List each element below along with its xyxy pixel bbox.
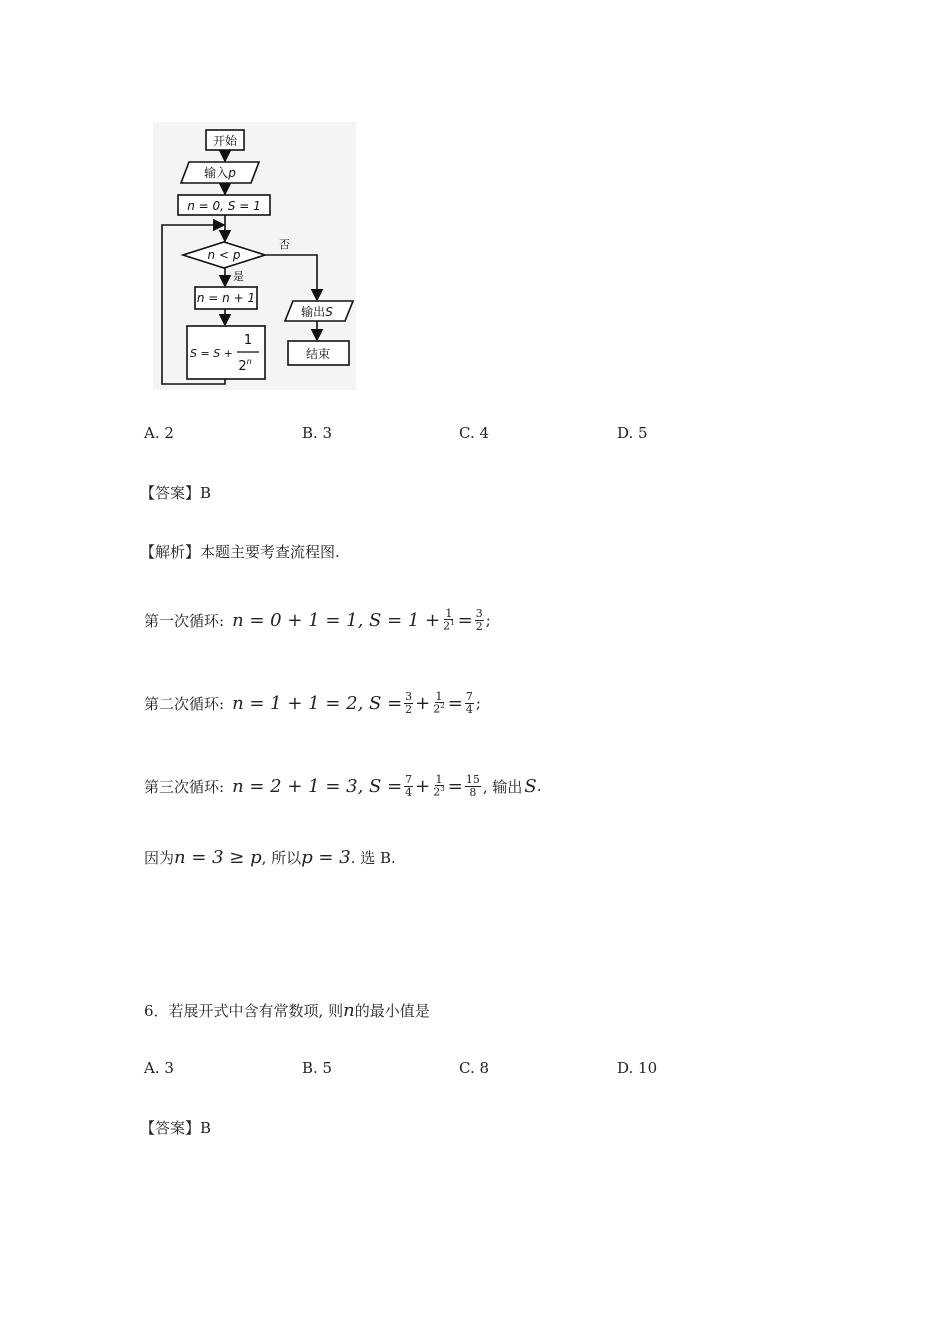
q6-answer [140, 1117, 211, 1138]
loop-expression: n = 0 + 1 = 1, S = 1 + [232, 609, 441, 631]
no-label: 否 [279, 238, 290, 251]
end-label: 结束 [305, 347, 331, 361]
conclusion-text-1: 因为 [144, 848, 175, 867]
q6-option-a: A. 3 [144, 1059, 174, 1077]
result-fraction: $\frac{15}{8}$ [465, 772, 480, 799]
input-label: 输入p [204, 166, 236, 180]
loop-label: 第一次循环: [144, 611, 225, 630]
conclusion-text-2: , 所以 [261, 848, 302, 867]
update-numerator: 1 [243, 333, 253, 348]
equals: = [447, 692, 463, 714]
start-label: 开始 [212, 134, 238, 148]
conclusion-math-1: n = 3 ≥ p [174, 846, 262, 868]
q6-option-c: C. 8 [459, 1059, 490, 1077]
init-label: n = 0, S = 1 [187, 199, 261, 213]
q5-answer [140, 482, 211, 503]
analysis-label: 【解析】 [140, 543, 201, 561]
conclusion-math-2: p = 3 [301, 846, 351, 868]
q6-stem [144, 990, 430, 1030]
tail-end: . [536, 777, 542, 795]
q5-analysis [140, 541, 340, 562]
tail: , 输出 [482, 777, 523, 796]
update-label-left: S = S + [190, 347, 233, 360]
loop-1 [144, 600, 491, 640]
flowchart [153, 122, 356, 390]
fraction: $\frac{1}{2^1}$ [443, 606, 455, 633]
prev-fraction: $\frac{7}{4}$ [405, 772, 413, 799]
q6-stem-var: n [343, 999, 355, 1021]
plus: + [415, 692, 431, 714]
analysis-text: 本题主要考查流程图. [200, 543, 340, 561]
answer-value: B [200, 1119, 212, 1137]
loop-expression: n = 2 + 1 = 3, S = [232, 775, 403, 797]
loop-label: 第二次循环: [144, 694, 225, 713]
loop-expression: n = 1 + 1 = 2, S = [232, 692, 403, 714]
q5-option-c: C. 4 [459, 424, 490, 442]
q5-conclusion [144, 837, 396, 877]
q5-option-a: A. 2 [144, 424, 174, 442]
condition-label: n < p [207, 248, 241, 262]
equals: = [457, 609, 473, 631]
loop-label: 第三次循环: [144, 777, 225, 796]
q5-option-b: B. 3 [302, 424, 333, 442]
answer-label: 【答案】 [140, 1119, 201, 1137]
q6-option-b: B. 5 [302, 1059, 333, 1077]
fraction: $\frac{1}{2^2}$ [433, 689, 445, 716]
loop-2 [144, 683, 481, 723]
loop-3 [144, 766, 542, 806]
prev-fraction: $\frac{3}{2}$ [405, 689, 413, 716]
tail: ; [485, 611, 491, 629]
q6-stem-text-1: 6．若展开式中含有常数项, 则 [144, 1001, 344, 1020]
result-fraction: $\frac{3}{2}$ [475, 606, 483, 633]
answer-label: 【答案】 [140, 484, 201, 502]
conclusion-text-3: . 选 B. [350, 848, 396, 867]
equals: = [447, 775, 463, 797]
q6-stem-text-2: 的最小值是 [354, 1001, 430, 1020]
q6-option-d: D. 10 [617, 1059, 658, 1077]
q5-option-d: D. 5 [617, 424, 648, 442]
increment-label: n = n + 1 [196, 291, 256, 305]
plus: + [415, 775, 431, 797]
result-fraction: $\frac{7}{4}$ [465, 689, 473, 716]
answer-value: B [200, 484, 212, 502]
update-denominator: 2$^n$ [238, 357, 252, 374]
tail: ; [475, 694, 481, 712]
yes-label: 是 [233, 270, 244, 283]
fraction: $\frac{1}{2^3}$ [433, 772, 445, 799]
output-label: 输出S [301, 305, 333, 319]
tail-var: S [524, 775, 537, 797]
